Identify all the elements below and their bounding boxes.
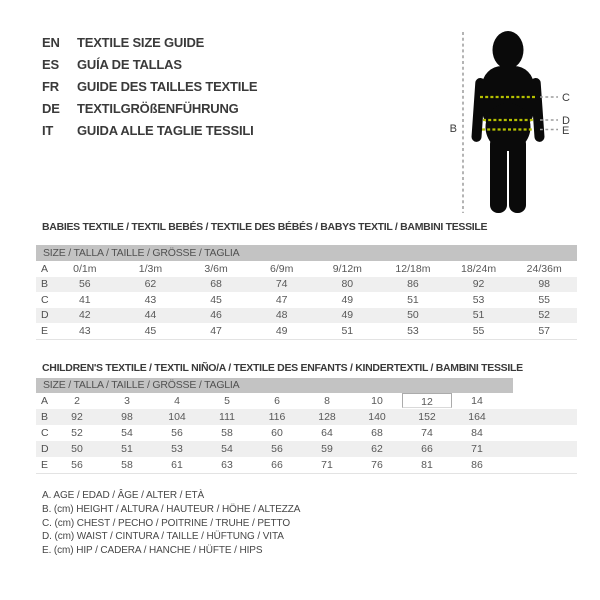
- table-cell: 56: [71, 459, 83, 471]
- lang-row-en: [42, 32, 257, 54]
- table-cell: 56: [78, 278, 91, 291]
- table-cell: 164: [468, 411, 486, 423]
- hip-label: E: [562, 125, 570, 137]
- table-cell: 1/3m: [138, 262, 163, 275]
- table-cell: 6: [274, 395, 280, 407]
- table-cell: 76: [371, 459, 383, 471]
- table-cell: 18/24m: [461, 262, 497, 275]
- table-row: [36, 323, 577, 339]
- table-cell: 51: [472, 309, 485, 322]
- table-cell: 51: [341, 324, 354, 337]
- table-cell: 24/36m: [526, 262, 562, 275]
- table-cell: 12/18m: [395, 262, 431, 275]
- lang-label: GUIDA ALLE TAGLIE TESSILI: [77, 123, 254, 138]
- table-cell: 62: [144, 278, 157, 291]
- table-cell: 45: [210, 293, 222, 306]
- table-cell: 3: [124, 395, 130, 407]
- table-cell: 3/6m: [204, 262, 228, 275]
- table-cell: 53: [407, 324, 419, 337]
- row-label: A: [41, 395, 49, 407]
- table-cell: 59: [321, 443, 333, 455]
- table-cell: 104: [168, 411, 186, 423]
- lang-label: TEXTILGRÖßENFÜHRUNG: [77, 101, 239, 116]
- legend-height: B. (cm) HEIGHT / ALTURA / HAUTEUR / HÖHE / ALTEZZA: [42, 503, 301, 515]
- lang-row-fr: [42, 76, 257, 98]
- table-cell: 55: [538, 293, 551, 306]
- table-cell: 86: [407, 278, 419, 291]
- chest-label: C: [562, 92, 570, 104]
- babies-size-header: SIZE / TALLA / TAILLE / GRÖSSE / TAGLIA: [36, 245, 577, 261]
- table-cell: 54: [221, 443, 233, 455]
- lang-code: ES: [42, 57, 59, 72]
- table-cell: 6/9m: [270, 262, 294, 275]
- row-label: C: [41, 293, 49, 306]
- table-cell: 98: [538, 278, 551, 291]
- table-cell: 50: [71, 443, 83, 455]
- table-cell: 86: [471, 459, 483, 471]
- table-cell: 84: [471, 427, 483, 439]
- table-cell: 61: [171, 459, 183, 471]
- table-row: [36, 261, 577, 277]
- table-cell: 66: [271, 459, 283, 471]
- table-cell: 41: [78, 293, 91, 306]
- legend-hip: E. (cm) HIP / CADERA / HANCHE / HÜFTE / HIPS: [42, 545, 263, 557]
- table-cell: 66: [421, 443, 433, 455]
- row-label: D: [41, 443, 49, 455]
- table-cell: 49: [341, 293, 354, 306]
- table-cell: 9/12m: [332, 262, 362, 275]
- lang-label: GUIDE DES TAILLES TEXTILE: [77, 79, 258, 94]
- row-label: E: [41, 459, 49, 471]
- silhouette-right-leg: [509, 136, 526, 213]
- legend-age: A. AGE / EDAD / ÂGE / ALTER / ETÀ: [42, 490, 205, 501]
- table-cell: 56: [271, 443, 283, 455]
- table-cell: 128: [318, 411, 336, 423]
- waist-label: D: [562, 115, 570, 127]
- table-row: [36, 393, 577, 409]
- table-cell: 92: [472, 278, 485, 291]
- table-cell: 2: [74, 395, 80, 407]
- table-row: [36, 292, 577, 308]
- table-row: [36, 441, 577, 457]
- table-cell: 74: [421, 427, 433, 439]
- table-cell: 46: [210, 309, 222, 322]
- legend-waist: D. (cm) WAIST / CINTURA / TAILLE / HÜFTUNG / VITA: [42, 531, 284, 543]
- table-cell: 116: [268, 411, 286, 423]
- table-cell: 45: [144, 324, 157, 337]
- lang-row-es: [42, 54, 257, 76]
- table-cell: 52: [71, 427, 83, 439]
- table-cell: 71: [471, 443, 483, 455]
- table-cell: 43: [144, 293, 157, 306]
- table-cell: 12: [402, 393, 452, 408]
- lang-row-it: [42, 120, 257, 142]
- row-label: E: [41, 324, 49, 337]
- table-cell: 44: [144, 309, 157, 322]
- table-cell: 4: [174, 395, 180, 407]
- table-cell: 57: [538, 324, 551, 337]
- table-cell: 92: [71, 411, 83, 423]
- lang-row-de: [42, 98, 257, 120]
- table-cell: 81: [421, 459, 433, 471]
- table-cell: 80: [341, 278, 354, 291]
- children-table: [36, 393, 577, 474]
- table-cell: 5: [224, 395, 230, 407]
- children-size-header: SIZE / TALLA / TAILLE / GRÖSSE / TAGLIA: [36, 378, 513, 393]
- babies-table: [36, 261, 577, 340]
- table-cell: 62: [371, 443, 383, 455]
- lang-code: FR: [42, 79, 59, 94]
- lang-code: IT: [42, 123, 54, 138]
- table-cell: 68: [210, 278, 222, 291]
- row-label: C: [41, 427, 49, 439]
- table-cell: 71: [321, 459, 333, 471]
- table-cell: 50: [407, 309, 419, 322]
- table-row: [36, 425, 577, 441]
- child-silhouette: [471, 31, 545, 213]
- table-cell: 53: [472, 293, 485, 306]
- table-cell: 47: [275, 293, 288, 306]
- table-cell: 54: [121, 427, 133, 439]
- lang-label: GUÍA DE TALLAS: [77, 57, 182, 72]
- children-table-title: CHILDREN'S TEXTILE / TEXTIL NIÑO/A / TEXTILE DES ENFANTS / KINDERTEXTIL / BAMBINI TESSILE: [42, 362, 523, 374]
- table-cell: 68: [371, 427, 383, 439]
- table-row: [36, 457, 577, 473]
- table-cell: 43: [78, 324, 91, 337]
- language-guide: [42, 32, 257, 142]
- silhouette-left-leg: [490, 136, 507, 213]
- row-label: D: [41, 309, 49, 322]
- table-cell: 53: [171, 443, 183, 455]
- table-row: [36, 277, 577, 293]
- table-row: [36, 409, 577, 425]
- table-cell: 55: [472, 324, 485, 337]
- measurement-legend: [42, 489, 300, 558]
- table-cell: 47: [210, 324, 222, 337]
- table-cell: 51: [407, 293, 419, 306]
- table-cell: 152: [418, 411, 436, 423]
- table-cell: 63: [221, 459, 233, 471]
- table-cell: 58: [221, 427, 233, 439]
- table-cell: 0/1m: [73, 262, 97, 275]
- table-cell: 111: [219, 411, 235, 423]
- table-cell: 60: [271, 427, 283, 439]
- babies-table-title: BABIES TEXTILE / TEXTIL BEBÉS / TEXTILE DES BÉBÉS / BABYS TEXTIL / BAMBINI TESSILE: [42, 221, 488, 233]
- table-cell: 58: [121, 459, 133, 471]
- legend-chest: C. (cm) CHEST / PECHO / POITRINE / TRUHE / PETTO: [42, 517, 291, 529]
- table-cell: 42: [78, 309, 91, 322]
- row-label: B: [41, 278, 49, 291]
- table-cell: 52: [538, 309, 551, 322]
- table-cell: 10: [371, 395, 383, 407]
- lang-code: DE: [42, 101, 60, 116]
- table-cell: 49: [341, 309, 354, 322]
- table-row: [36, 308, 577, 324]
- table-cell: 48: [275, 309, 288, 322]
- table-cell: 14: [471, 395, 483, 407]
- lang-code: EN: [42, 35, 60, 50]
- table-cell: 98: [121, 411, 133, 423]
- row-label: B: [41, 411, 49, 423]
- row-label: A: [41, 262, 49, 275]
- table-cell: 8: [324, 395, 330, 407]
- table-cell: 56: [171, 427, 183, 439]
- table-cell: 64: [321, 427, 333, 439]
- child-silhouette-figure: [420, 10, 600, 230]
- height-label: B: [449, 123, 457, 135]
- table-cell: 74: [275, 278, 288, 291]
- table-cell: 51: [121, 443, 133, 455]
- table-cell: 140: [368, 411, 386, 423]
- lang-label: TEXTILE SIZE GUIDE: [77, 35, 205, 50]
- table-cell: 49: [275, 324, 288, 337]
